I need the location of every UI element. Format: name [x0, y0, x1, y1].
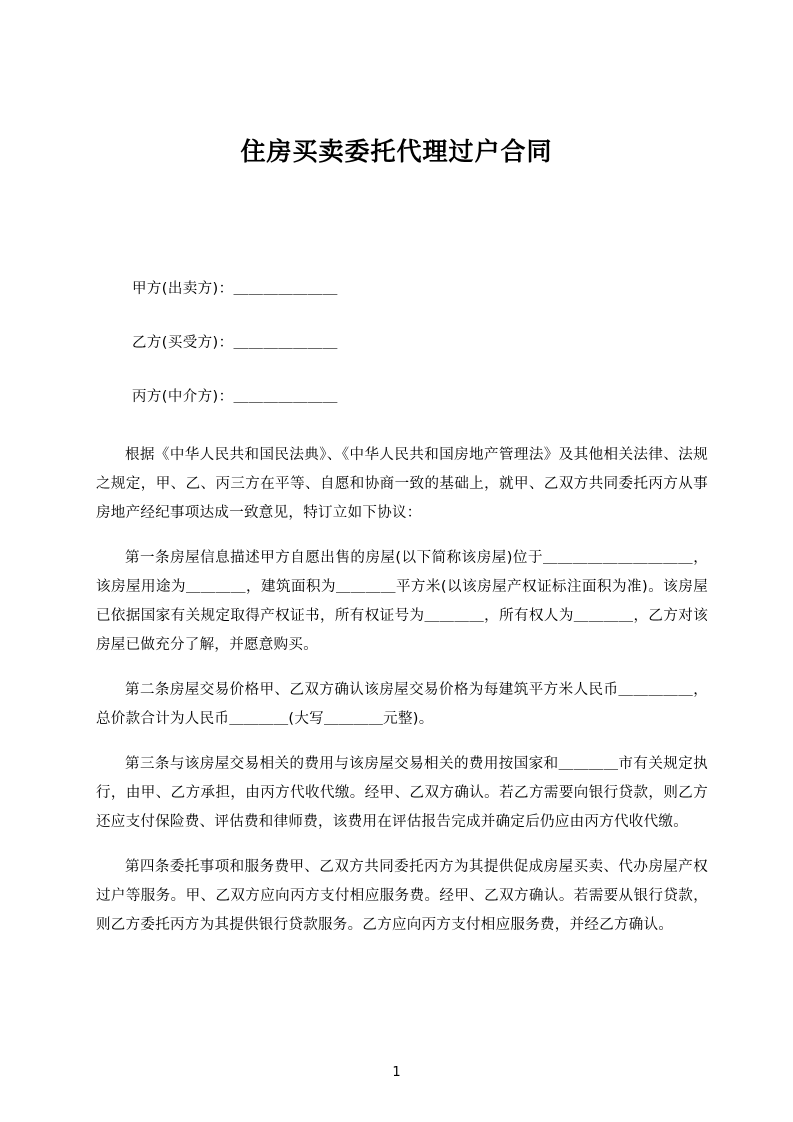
paragraph-article-2: 第二条房屋交易价格甲、乙双方确认该房屋交易价格为每建筑平方米人民币＿＿＿＿＿，总价款合计为人民币＿＿＿＿(大写＿＿＿＿元整)。	[96, 681, 708, 727]
party-line-seller: 甲方(出卖方)：＿＿＿＿＿＿＿	[132, 281, 338, 297]
party-line-agent: 丙方(中介方)：＿＿＿＿＿＿＿	[132, 389, 338, 406]
page-title: 住房买卖委托代理过户合同	[240, 137, 553, 166]
party-line-buyer: 乙方(买受方)：＿＿＿＿＿＿＿	[132, 335, 338, 352]
page-number: 1	[392, 1065, 401, 1080]
paragraph-preamble: 根据《中华人民共和国民法典》、《中华人民共和国房地产管理法》及其他相关法律、法规之规定，甲、乙、丙三方在平等、自愿和协商一致的基础上，就甲、乙双方共同委托丙方从事房地产经纪事项达成一致意见，特订立如下协议：	[96, 446, 708, 521]
document-body	[96, 278, 708, 956]
paragraph-article-1: 第一条房屋信息描述甲方自愿出售的房屋(以下简称该房屋)位于＿＿＿＿＿＿＿＿＿＿，该房屋用途为＿＿＿＿，建筑面积为＿＿＿＿平方米(以该房屋产权证标注面积为准)。该房屋已依据国家有关规定取得产权证书，所有权证号为＿＿＿＿，所有权人为＿＿＿＿，乙方对该房屋已做充分了解，并愿意购买。	[96, 549, 708, 653]
paragraph-article-4: 第四条委托事项和服务费甲、乙双方共同委托丙方为其提供促成房屋买卖、代办房屋产权过户等服务。甲、乙双方应向丙方支付相应服务费。经甲、乙双方确认。若需要从银行贷款，则乙方委托丙方为其提供银行贷款服务。乙方应向丙方支付相应服务费，并经乙方确认。	[96, 858, 708, 933]
paragraph-article-3: 第三条与该房屋交易相关的费用与该房屋交易相关的费用按国家和＿＿＿＿市有关规定执行，由甲、乙方承担，由丙方代收代缴。经甲、乙双方确认。若乙方需要向银行贷款，则乙方还应支付保险费、评估费和律师费，该费用在评估报告完成并确定后仍应由丙方代收代缴。	[96, 755, 708, 830]
